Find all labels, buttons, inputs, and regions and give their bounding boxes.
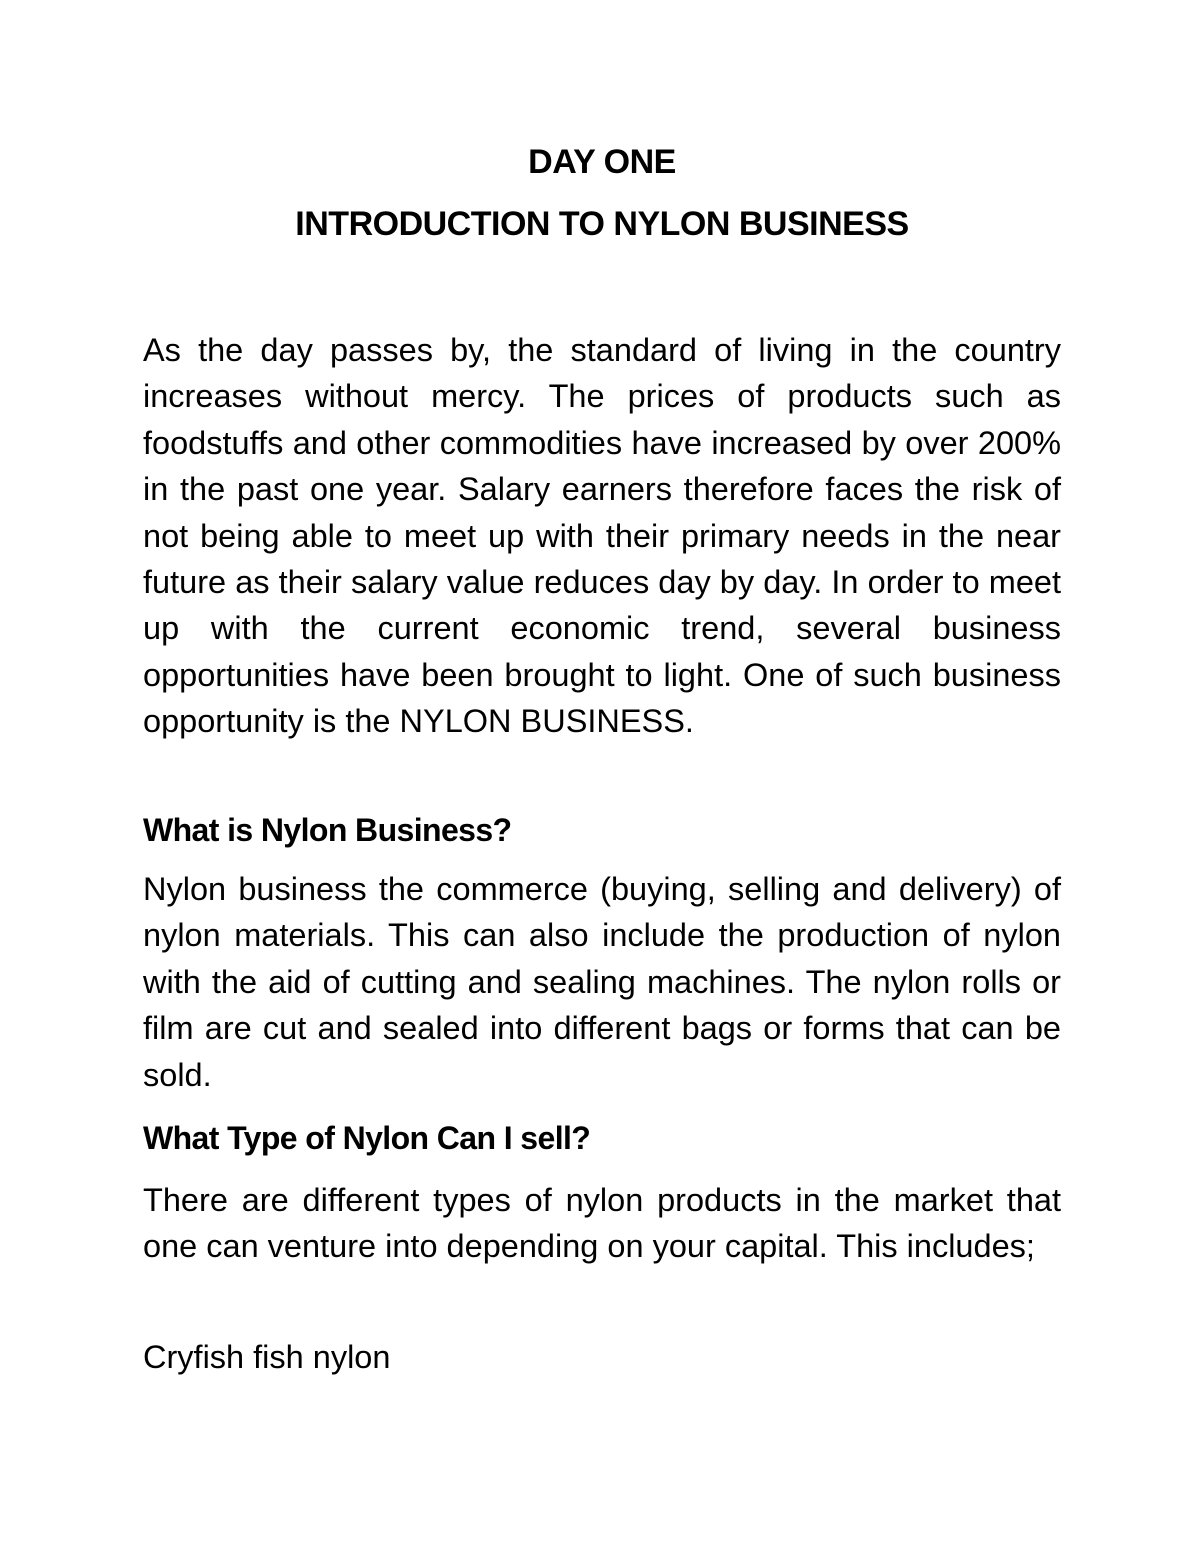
types-paragraph: There are different types of nylon products in the market that one can venture into depending on your capital. This includes;	[143, 1182, 1061, 1265]
list-item: Cryfish fish nylon	[143, 1339, 391, 1375]
document-title: INTRODUCTION TO NYLON BUSINESS	[295, 205, 909, 243]
heading-what-is-nylon-business: What is Nylon Business?	[143, 812, 512, 848]
intro-paragraph: As the day passes by, the standard of living in the country increases without mercy. The prices of products such as foodstuffs and other commodities have increased by over 200% in the past one year. Salary earners therefore faces the risk of not being able to meet up with their primary needs in the near future as their salary value reduces day by day. In order to meet up with the current economic trend, several business opportunities have been brought to light. One of such business opportunity is the NYLON BUSINESS.	[143, 332, 1061, 740]
heading-what-type-of-nylon: What Type of Nylon Can I sell?	[143, 1120, 591, 1156]
day-title: DAY ONE	[528, 143, 676, 181]
what-is-paragraph: Nylon business the commerce (buying, selling and delivery) of nylon materials. This can also include the production of nylon with the aid of cutting and sealing machines. The nylon rolls or film are cut and sealed into different bags or forms that can be sold.	[143, 871, 1061, 1093]
